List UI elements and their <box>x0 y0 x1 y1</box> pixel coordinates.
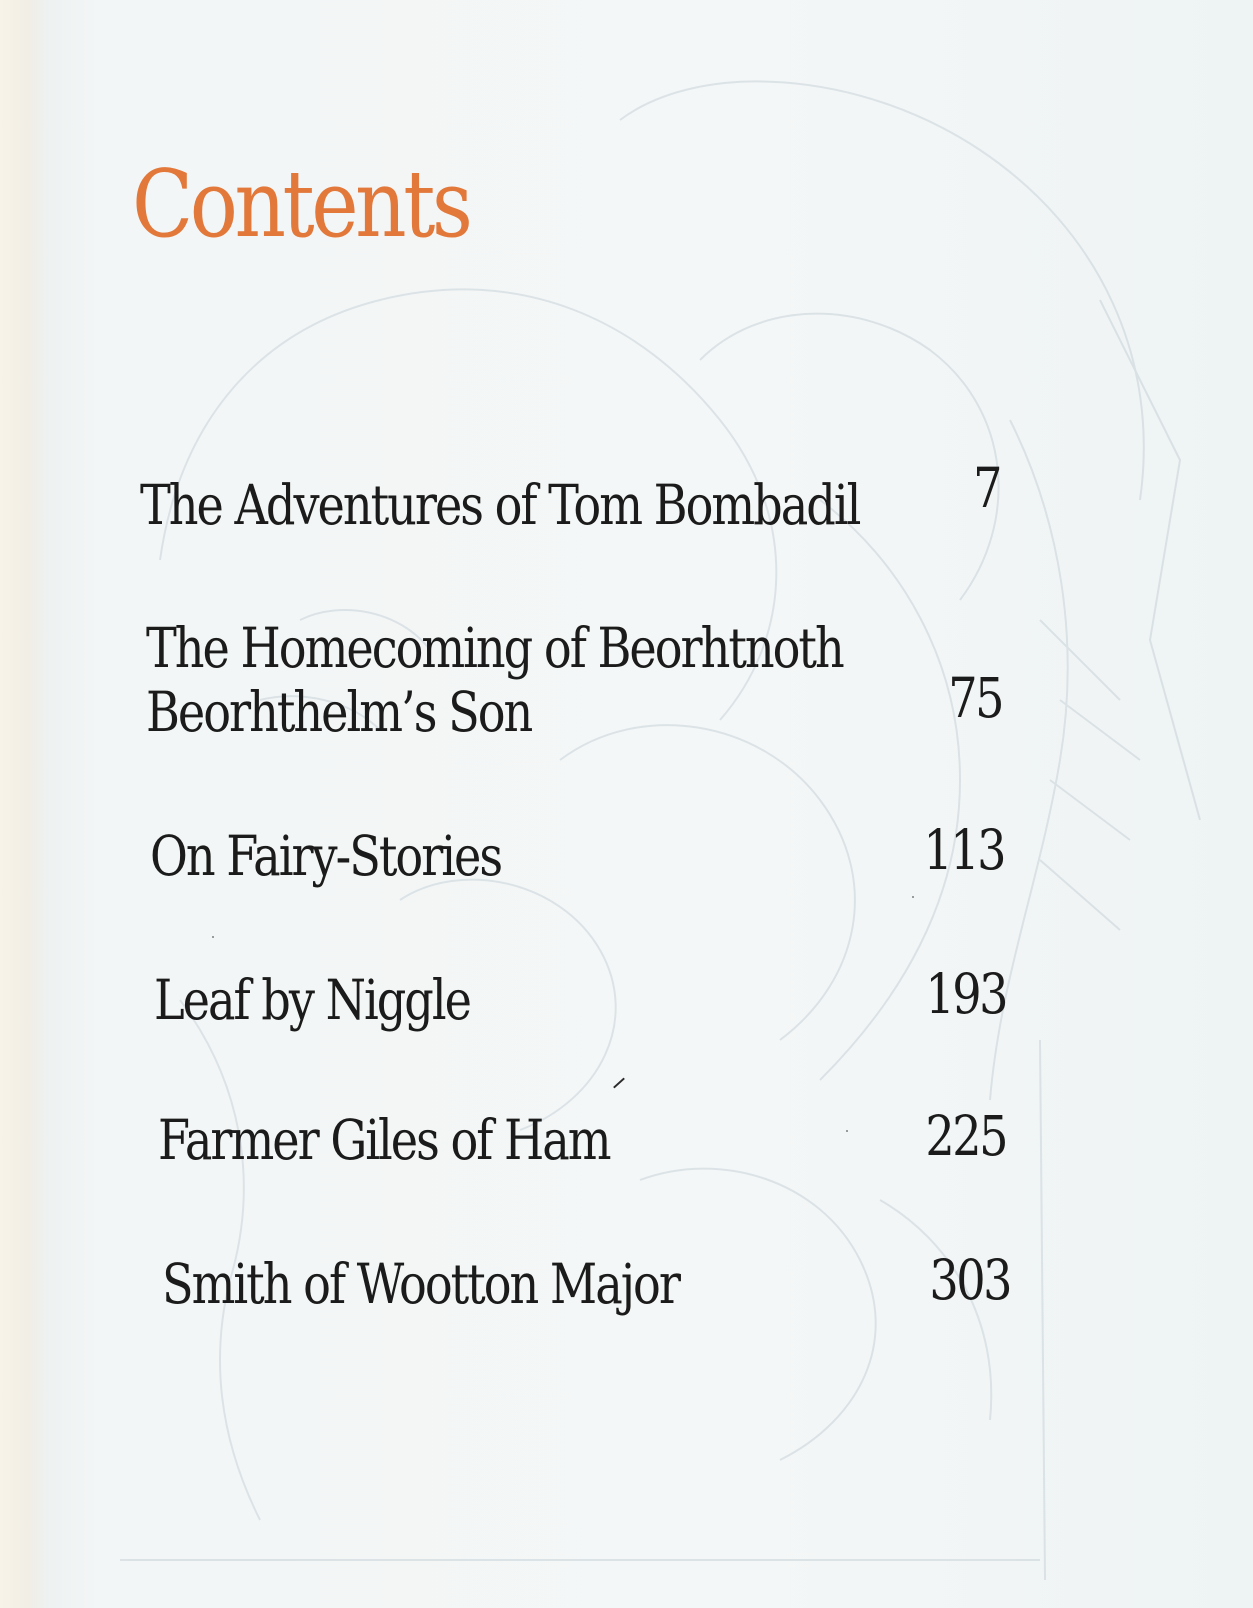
toc-entry-title <box>158 1108 610 1172</box>
toc-entry-page-number: 193 <box>925 962 1006 1026</box>
toc-entry-title-line: The Adventures of Tom Bombadil <box>140 473 860 537</box>
toc-entry-title-line: Farmer Giles of Ham <box>158 1108 610 1172</box>
contents-heading: Contents <box>132 150 470 258</box>
toc-entry-title <box>140 473 859 537</box>
paper-speck <box>212 936 214 938</box>
toc-entry-page-number: 7 <box>973 456 1000 520</box>
toc-entry-title <box>154 968 470 1032</box>
toc-entry-title <box>150 824 501 888</box>
toc-entry-title <box>162 1252 679 1316</box>
toc-entry-title-line: Beorhthelm’s Son <box>146 680 532 744</box>
toc-entry-page-number: 113 <box>923 818 1004 882</box>
toc-entry-title-line: Smith of Wootton Major <box>162 1252 679 1316</box>
paper-speck <box>912 896 914 898</box>
toc-entry-title-line: The Homecoming of Beorhtnoth <box>146 616 843 680</box>
toc-entry-title <box>146 616 843 744</box>
toc-entry-page-number: 225 <box>925 1104 1006 1168</box>
toc-entry-page-number: 75 <box>948 666 1002 730</box>
paper-speck <box>846 1130 848 1132</box>
toc-entry-title-line: On Fairy-Stories <box>150 824 502 888</box>
toc-entry-title-line: Leaf by Niggle <box>154 968 470 1032</box>
toc-entry-page-number: 303 <box>929 1248 1010 1312</box>
